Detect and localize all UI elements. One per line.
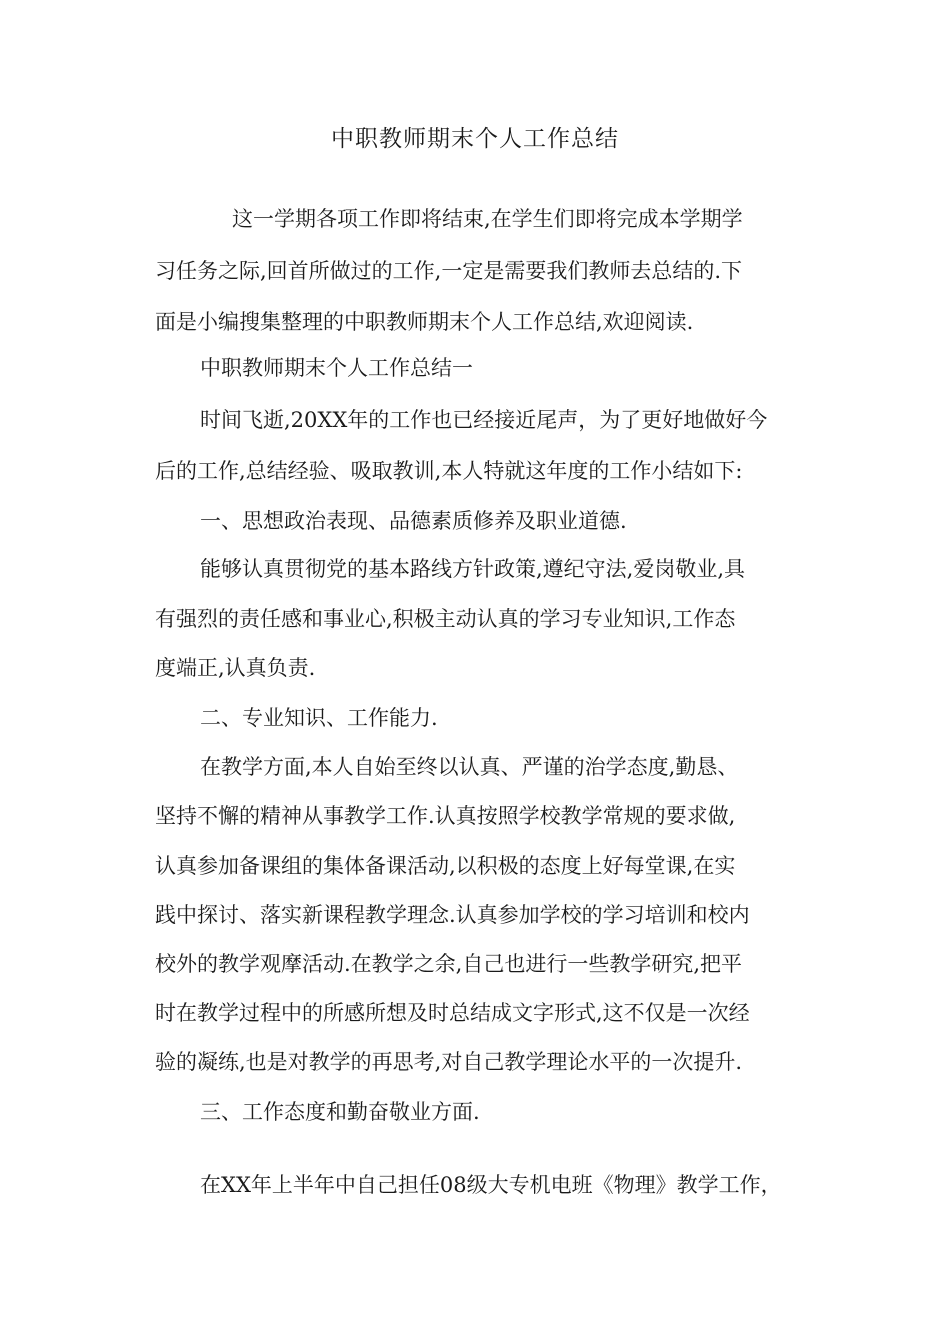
paragraph-line: 有强烈的责任感和事业心,积极主动认真的学习专业知识,工作态 xyxy=(155,607,736,631)
paragraph-line: 面是小编搜集整理的中职教师期末个人工作总结,欢迎阅读. xyxy=(155,310,694,334)
section-heading: 三、工作态度和勤奋敬业方面. xyxy=(200,1100,480,1124)
section-heading: 二、专业知识、工作能力. xyxy=(200,706,438,730)
paragraph-line: 认真参加备课组的集体备课活动,以积极的态度上好每堂课,在实 xyxy=(155,854,736,878)
section-heading: 中职教师期末个人工作总结一 xyxy=(200,356,473,380)
paragraph-line: 在教学方面,本人自始至终以认真、严谨的治学态度,勤恳、 xyxy=(200,755,739,779)
paragraph-line: 时在教学过程中的所感所想及时总结成文字形式,这不仅是一次经 xyxy=(155,1001,750,1025)
paragraph-line: 校外的教学观摩活动.在教学之余,自己也进行一些教学研究,把平 xyxy=(155,952,743,976)
paragraph-line: 习任务之际,回首所做过的工作,一定是需要我们教师去总结的.下 xyxy=(155,259,743,283)
paragraph-line: 在XX年上半年中自己担任08级大专机电班《物理》教学工作， xyxy=(200,1173,782,1197)
paragraph-line: 践中探讨、落实新课程教学理念.认真参加学校的学习培训和校内 xyxy=(155,903,750,927)
paragraph-line: 坚持不懈的精神从事教学工作.认真按照学校教学常规的要求做, xyxy=(155,804,736,828)
section-heading: 一、思想政治表现、品德素质修养及职业道德. xyxy=(200,509,627,533)
paragraph-line: 这一学期各项工作即将结束,在学生们即将完成本学期学 xyxy=(232,207,743,231)
document-title: 中职教师期末个人工作总结 xyxy=(331,126,619,152)
paragraph-line: 验的凝练,也是对教学的再思考,对自己教学理论水平的一次提升. xyxy=(155,1050,743,1074)
paragraph-line: 后的工作,总结经验、吸取教训,本人特就这年度的工作小结如下: xyxy=(155,459,743,483)
paragraph-line: 时间飞逝,20XX年的工作也已经接近尾声，为了更好地做好今 xyxy=(200,408,768,432)
paragraph-line: 能够认真贯彻党的基本路线方针政策,遵纪守法,爱岗敬业,具 xyxy=(200,557,746,581)
paragraph-line: 度端正,认真负责. xyxy=(155,656,316,680)
